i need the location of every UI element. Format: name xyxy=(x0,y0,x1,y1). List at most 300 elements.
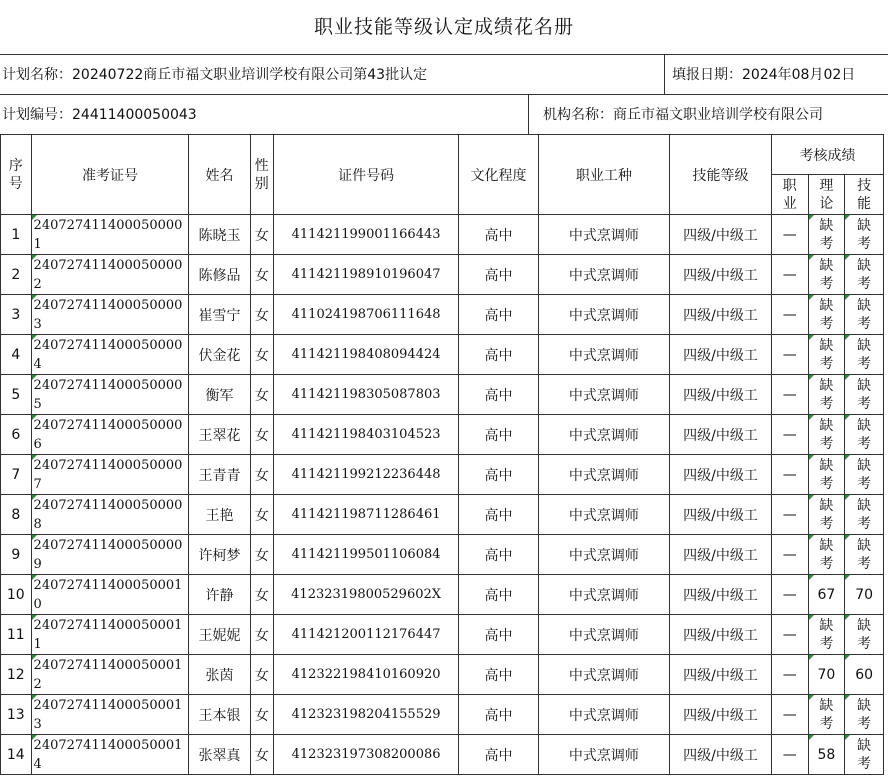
theory-score-cell xyxy=(808,655,845,695)
skill-level-cell xyxy=(670,295,772,335)
occupation-cell-text: 中式烹调师 xyxy=(568,467,639,484)
table-row xyxy=(1,655,884,695)
ticket-cell xyxy=(31,255,189,295)
theory-score-cell xyxy=(808,695,845,735)
education-cell-text: 高中 xyxy=(484,547,513,564)
id-number-cell-text: 411421199212236448 xyxy=(291,467,441,482)
skill-level-cell-text: 四级/中级工 xyxy=(683,347,758,364)
career-score-cell xyxy=(771,655,808,695)
id-number-cell xyxy=(273,575,458,615)
ticket-cell xyxy=(31,495,189,535)
gender-cell-text: 女 xyxy=(254,747,269,764)
seq-cell-text: 1 xyxy=(11,226,21,243)
name-cell xyxy=(189,375,250,415)
cell-marker-icon xyxy=(32,335,37,340)
occupation-cell xyxy=(538,415,669,455)
name-cell xyxy=(189,695,250,735)
seq-cell-text: 13 xyxy=(6,706,25,723)
gender-cell-text: 女 xyxy=(254,547,269,564)
table-row xyxy=(1,575,884,615)
name-cell-text: 衡军 xyxy=(205,387,234,404)
seq-cell-text: 3 xyxy=(11,306,21,323)
cell-marker-icon xyxy=(32,735,37,740)
ticket-cell xyxy=(31,535,189,575)
header-career: 职 业 xyxy=(771,175,808,215)
gender-cell xyxy=(250,415,273,455)
occupation-cell-text: 中式烹调师 xyxy=(568,427,639,444)
seq-cell-text: 14 xyxy=(6,746,25,763)
occupation-cell xyxy=(538,615,669,655)
skill-level-cell xyxy=(670,695,772,735)
cell-marker-icon xyxy=(845,295,850,300)
career-score-cell xyxy=(771,375,808,415)
occupation-cell xyxy=(538,575,669,615)
theory-score-cell-text: 缺考 xyxy=(819,617,834,652)
career-score-cell xyxy=(771,255,808,295)
cell-marker-icon xyxy=(32,375,37,380)
ticket-cell xyxy=(31,215,189,255)
cell-marker-icon xyxy=(845,455,850,460)
id-number-cell xyxy=(273,335,458,375)
career-score-cell-text: — xyxy=(782,586,797,603)
seq-cell xyxy=(1,415,32,455)
gender-cell-text: 女 xyxy=(254,507,269,524)
name-cell-text: 陈修品 xyxy=(198,267,241,284)
ticket-cell xyxy=(31,615,189,655)
skill-level-cell-text: 四级/中级工 xyxy=(683,307,758,324)
occupation-cell xyxy=(538,215,669,255)
id-number-cell-text: 412323197308200086 xyxy=(291,747,441,762)
gender-cell-text: 女 xyxy=(254,387,269,404)
name-cell-text: 许柯梦 xyxy=(198,547,241,564)
theory-score-cell-text: 70 xyxy=(817,666,836,683)
cell-marker-icon xyxy=(845,415,850,420)
seq-cell xyxy=(1,495,32,535)
education-cell-text: 高中 xyxy=(484,587,513,604)
name-cell xyxy=(189,535,250,575)
skill-score-cell xyxy=(845,455,884,495)
cell-marker-icon xyxy=(809,255,814,260)
theory-score-cell-text: 缺考 xyxy=(819,217,834,252)
cell-marker-icon xyxy=(32,255,37,260)
cell-marker-icon xyxy=(32,495,37,500)
gender-cell-text: 女 xyxy=(254,267,269,284)
occupation-cell-text: 中式烹调师 xyxy=(568,347,639,364)
theory-score-cell xyxy=(808,735,845,775)
skill-level-cell-text: 四级/中级工 xyxy=(683,667,758,684)
theory-score-cell xyxy=(808,415,845,455)
education-cell-text: 高中 xyxy=(484,347,513,364)
theory-score-cell-text: 缺考 xyxy=(819,697,834,732)
skill-score-cell-text: 缺考 xyxy=(857,537,872,572)
name-cell xyxy=(189,415,250,455)
ticket-cell-text: 2407274114000500009 xyxy=(33,537,183,572)
id-number-cell-text: 412322198410160920 xyxy=(291,667,441,682)
gender-cell-text: 女 xyxy=(254,587,269,604)
seq-cell-text: 9 xyxy=(11,546,21,563)
seq-cell-text: 7 xyxy=(11,466,21,483)
skill-score-cell xyxy=(845,535,884,575)
table-row xyxy=(1,735,884,775)
education-cell xyxy=(459,415,538,455)
theory-score-cell xyxy=(808,575,845,615)
id-number-cell xyxy=(273,535,458,575)
skill-level-cell xyxy=(670,255,772,295)
id-number-cell xyxy=(273,655,458,695)
occupation-cell xyxy=(538,535,669,575)
cell-marker-icon xyxy=(845,215,850,220)
skill-level-cell xyxy=(670,735,772,775)
ticket-cell xyxy=(31,655,189,695)
career-score-cell-text: — xyxy=(782,666,797,683)
cell-marker-icon xyxy=(845,255,850,260)
seq-cell xyxy=(1,255,32,295)
seq-cell xyxy=(1,335,32,375)
gender-cell xyxy=(250,655,273,695)
gender-cell-text: 女 xyxy=(254,347,269,364)
occupation-cell xyxy=(538,335,669,375)
cell-marker-icon xyxy=(809,535,814,540)
occupation-cell-text: 中式烹调师 xyxy=(568,387,639,404)
ticket-cell-text: 2407274114000500008 xyxy=(33,497,183,532)
seq-cell xyxy=(1,575,32,615)
occupation-cell xyxy=(538,655,669,695)
header-edu: 文化程度 xyxy=(459,135,538,215)
seq-cell xyxy=(1,215,32,255)
skill-score-cell xyxy=(845,215,884,255)
education-cell-text: 高中 xyxy=(484,667,513,684)
cell-marker-icon xyxy=(845,615,850,620)
theory-score-cell-text: 缺考 xyxy=(819,337,834,372)
skill-score-cell xyxy=(845,575,884,615)
cell-marker-icon xyxy=(32,615,37,620)
theory-score-cell xyxy=(808,455,845,495)
skill-score-cell-text: 缺考 xyxy=(857,297,872,332)
header-scores: 考核成绩 xyxy=(771,135,883,175)
skill-score-cell-text: 缺考 xyxy=(857,737,872,772)
theory-score-cell xyxy=(808,615,845,655)
cell-marker-icon xyxy=(32,575,37,580)
theory-score-cell xyxy=(808,255,845,295)
ticket-cell-text: 2407274114000500001 xyxy=(33,217,183,252)
skill-score-cell-text: 70 xyxy=(855,586,874,603)
gender-cell xyxy=(250,295,273,335)
occupation-cell-text: 中式烹调师 xyxy=(568,507,639,524)
seq-cell-text: 10 xyxy=(6,586,25,603)
skill-level-cell-text: 四级/中级工 xyxy=(683,387,758,404)
id-number-cell-text: 412323198204155529 xyxy=(291,707,441,722)
education-cell xyxy=(459,255,538,295)
skill-score-cell xyxy=(845,495,884,535)
occupation-cell xyxy=(538,495,669,535)
table-row xyxy=(1,535,884,575)
ticket-cell-text: 2407274114000500013 xyxy=(33,697,183,732)
name-cell xyxy=(189,495,250,535)
page-title: 职业技能等级认定成绩花名册 xyxy=(313,16,574,38)
ticket-cell-text: 2407274114000500002 xyxy=(33,257,183,292)
info-row-org xyxy=(0,94,888,135)
career-score-cell-text: — xyxy=(782,546,797,563)
career-score-cell xyxy=(771,415,808,455)
table-row xyxy=(1,415,884,455)
id-number-cell xyxy=(273,735,458,775)
id-number-cell xyxy=(273,455,458,495)
header-skill: 技 能 xyxy=(845,175,884,215)
ticket-cell xyxy=(31,455,189,495)
theory-score-cell xyxy=(808,535,845,575)
name-cell-text: 王青青 xyxy=(198,467,241,484)
id-number-cell-text: 411024198706111648 xyxy=(291,307,441,322)
seq-cell xyxy=(1,655,32,695)
ticket-cell-text: 2407274114000500005 xyxy=(33,377,183,412)
skill-score-cell xyxy=(845,295,884,335)
theory-score-cell xyxy=(808,335,845,375)
cell-marker-icon xyxy=(845,335,850,340)
theory-score-cell-text: 缺考 xyxy=(819,377,834,412)
education-cell xyxy=(459,695,538,735)
table-row xyxy=(1,455,884,495)
skill-level-cell xyxy=(670,575,772,615)
skill-score-cell xyxy=(845,415,884,455)
theory-score-cell xyxy=(808,375,845,415)
education-cell-text: 高中 xyxy=(484,267,513,284)
header-id: 证件号码 xyxy=(273,135,458,215)
name-cell xyxy=(189,455,250,495)
skill-level-cell xyxy=(670,215,772,255)
cell-marker-icon xyxy=(809,215,814,220)
occupation-cell-text: 中式烹调师 xyxy=(568,227,639,244)
gender-cell xyxy=(250,535,273,575)
skill-level-cell-text: 四级/中级工 xyxy=(683,427,758,444)
skill-level-cell-text: 四级/中级工 xyxy=(683,627,758,644)
id-number-cell-text: 411421199501106084 xyxy=(291,547,441,562)
skill-score-cell xyxy=(845,375,884,415)
skill-score-cell-text: 缺考 xyxy=(857,497,872,532)
table-row xyxy=(1,375,884,415)
ticket-cell xyxy=(31,695,189,735)
seq-cell-text: 2 xyxy=(11,266,21,283)
name-cell-text: 王妮妮 xyxy=(198,627,241,644)
id-number-cell-text: 411421200112176447 xyxy=(291,627,441,642)
table-row xyxy=(1,335,884,375)
ticket-cell xyxy=(31,415,189,455)
education-cell-text: 高中 xyxy=(484,747,513,764)
skill-level-cell xyxy=(670,415,772,455)
plan-name: 计划名称：20240722商丘市福文职业培训学校有限公司第43批认定 xyxy=(2,67,428,83)
career-score-cell xyxy=(771,295,808,335)
occupation-cell-text: 中式烹调师 xyxy=(568,707,639,724)
theory-score-cell-text: 67 xyxy=(817,586,836,603)
id-number-cell-text: 411421198403104523 xyxy=(291,427,441,442)
gender-cell xyxy=(250,695,273,735)
gender-cell xyxy=(250,455,273,495)
education-cell-text: 高中 xyxy=(484,707,513,724)
name-cell-text: 张翠真 xyxy=(198,747,241,764)
seq-cell-text: 6 xyxy=(11,426,21,443)
theory-score-cell-text: 缺考 xyxy=(819,457,834,492)
occupation-cell xyxy=(538,255,669,295)
fill-date: 填报日期：2024年08月02日 xyxy=(672,67,856,83)
education-cell xyxy=(459,535,538,575)
skill-score-cell xyxy=(845,255,884,295)
name-cell xyxy=(189,655,250,695)
education-cell xyxy=(459,295,538,335)
gender-cell xyxy=(250,375,273,415)
skill-level-cell-text: 四级/中级工 xyxy=(683,747,758,764)
cell-marker-icon xyxy=(32,455,37,460)
education-cell xyxy=(459,735,538,775)
occupation-cell xyxy=(538,455,669,495)
skill-level-cell-text: 四级/中级工 xyxy=(683,467,758,484)
header-theory: 理 论 xyxy=(808,175,845,215)
name-cell-text: 王翠花 xyxy=(198,427,241,444)
id-number-cell-text: 411421198305087803 xyxy=(291,387,441,402)
seq-cell xyxy=(1,455,32,495)
seq-cell xyxy=(1,535,32,575)
theory-score-cell-text: 58 xyxy=(817,746,836,763)
skill-level-cell-text: 四级/中级工 xyxy=(683,707,758,724)
ticket-cell-text: 2407274114000500012 xyxy=(33,657,183,692)
occupation-cell xyxy=(538,695,669,735)
cell-marker-icon xyxy=(809,415,814,420)
skill-level-cell-text: 四级/中级工 xyxy=(683,267,758,284)
career-score-cell xyxy=(771,695,808,735)
cell-marker-icon xyxy=(809,375,814,380)
seq-cell-text: 12 xyxy=(6,666,25,683)
skill-score-cell xyxy=(845,695,884,735)
education-cell xyxy=(459,655,538,695)
header-job: 职业工种 xyxy=(538,135,669,215)
name-cell xyxy=(189,615,250,655)
seq-cell xyxy=(1,735,32,775)
career-score-cell xyxy=(771,495,808,535)
cell-marker-icon xyxy=(845,655,850,660)
cell-marker-icon xyxy=(845,495,850,500)
theory-score-cell xyxy=(808,495,845,535)
cell-marker-icon xyxy=(32,535,37,540)
occupation-cell xyxy=(538,735,669,775)
table-row xyxy=(1,295,884,335)
id-number-cell-text: 41232319800529602X xyxy=(291,587,442,602)
id-number-cell xyxy=(273,295,458,335)
skill-score-cell xyxy=(845,655,884,695)
occupation-cell-text: 中式烹调师 xyxy=(568,267,639,284)
skill-score-cell-text: 缺考 xyxy=(857,257,872,292)
info-row-plan xyxy=(0,54,888,95)
education-cell-text: 高中 xyxy=(484,427,513,444)
seq-cell xyxy=(1,375,32,415)
cell-marker-icon xyxy=(809,495,814,500)
career-score-cell xyxy=(771,455,808,495)
skill-score-cell-text: 缺考 xyxy=(857,617,872,652)
gender-cell-text: 女 xyxy=(254,307,269,324)
skill-score-cell-text: 缺考 xyxy=(857,337,872,372)
career-score-cell-text: — xyxy=(782,266,797,283)
theory-score-cell-text: 缺考 xyxy=(819,537,834,572)
cell-marker-icon xyxy=(845,695,850,700)
skill-score-cell-text: 缺考 xyxy=(857,217,872,252)
name-cell-text: 王艳 xyxy=(205,507,234,524)
education-cell-text: 高中 xyxy=(484,627,513,644)
id-number-cell xyxy=(273,415,458,455)
name-cell xyxy=(189,575,250,615)
skill-level-cell-text: 四级/中级工 xyxy=(683,227,758,244)
cell-marker-icon xyxy=(809,575,814,580)
education-cell-text: 高中 xyxy=(484,507,513,524)
education-cell-text: 高中 xyxy=(484,387,513,404)
cell-marker-icon xyxy=(809,335,814,340)
name-cell-text: 张茵 xyxy=(205,667,234,684)
cell-marker-icon xyxy=(32,415,37,420)
cell-marker-icon xyxy=(32,295,37,300)
cell-marker-icon xyxy=(809,295,814,300)
table-row xyxy=(1,615,884,655)
theory-score-cell-text: 缺考 xyxy=(819,497,834,532)
cell-marker-icon xyxy=(845,735,850,740)
score-table xyxy=(0,134,884,775)
skill-level-cell xyxy=(670,375,772,415)
ticket-cell-text: 2407274114000500014 xyxy=(33,737,183,772)
career-score-cell xyxy=(771,335,808,375)
table-row xyxy=(1,215,884,255)
career-score-cell-text: — xyxy=(782,746,797,763)
name-cell xyxy=(189,295,250,335)
skill-level-cell xyxy=(670,455,772,495)
education-cell-text: 高中 xyxy=(484,307,513,324)
career-score-cell-text: — xyxy=(782,306,797,323)
cell-marker-icon xyxy=(809,735,814,740)
skill-score-cell xyxy=(845,735,884,775)
seq-cell-text: 5 xyxy=(11,386,21,403)
table-row xyxy=(1,695,884,735)
gender-cell-text: 女 xyxy=(254,427,269,444)
gender-cell-text: 女 xyxy=(254,667,269,684)
gender-cell xyxy=(250,575,273,615)
gender-cell xyxy=(250,335,273,375)
occupation-cell-text: 中式烹调师 xyxy=(568,627,639,644)
ticket-cell-text: 2407274114000500007 xyxy=(33,457,183,492)
name-cell-text: 崔雪宁 xyxy=(198,307,241,324)
gender-cell xyxy=(250,615,273,655)
career-score-cell-text: — xyxy=(782,346,797,363)
header-seq: 序 号 xyxy=(1,135,32,215)
cell-marker-icon xyxy=(809,695,814,700)
ticket-cell-text: 2407274114000500006 xyxy=(33,417,183,452)
ticket-cell xyxy=(31,735,189,775)
header-level: 技能等级 xyxy=(670,135,772,215)
cell-marker-icon xyxy=(32,655,37,660)
career-score-cell-text: — xyxy=(782,386,797,403)
id-number-cell xyxy=(273,615,458,655)
ticket-cell xyxy=(31,575,189,615)
divider xyxy=(664,55,665,95)
ticket-cell xyxy=(31,375,189,415)
career-score-cell-text: — xyxy=(782,426,797,443)
career-score-cell-text: — xyxy=(782,706,797,723)
education-cell xyxy=(459,215,538,255)
name-cell-text: 王本银 xyxy=(198,707,241,724)
cell-marker-icon xyxy=(845,375,850,380)
name-cell-text: 许静 xyxy=(205,587,234,604)
career-score-cell xyxy=(771,215,808,255)
name-cell xyxy=(189,255,250,295)
id-number-cell xyxy=(273,695,458,735)
header-gender: 性 别 xyxy=(250,135,273,215)
cell-marker-icon xyxy=(32,695,37,700)
gender-cell-text: 女 xyxy=(254,627,269,644)
id-number-cell-text: 411421198711286461 xyxy=(291,507,441,522)
ticket-cell-text: 2407274114000500004 xyxy=(33,337,183,372)
